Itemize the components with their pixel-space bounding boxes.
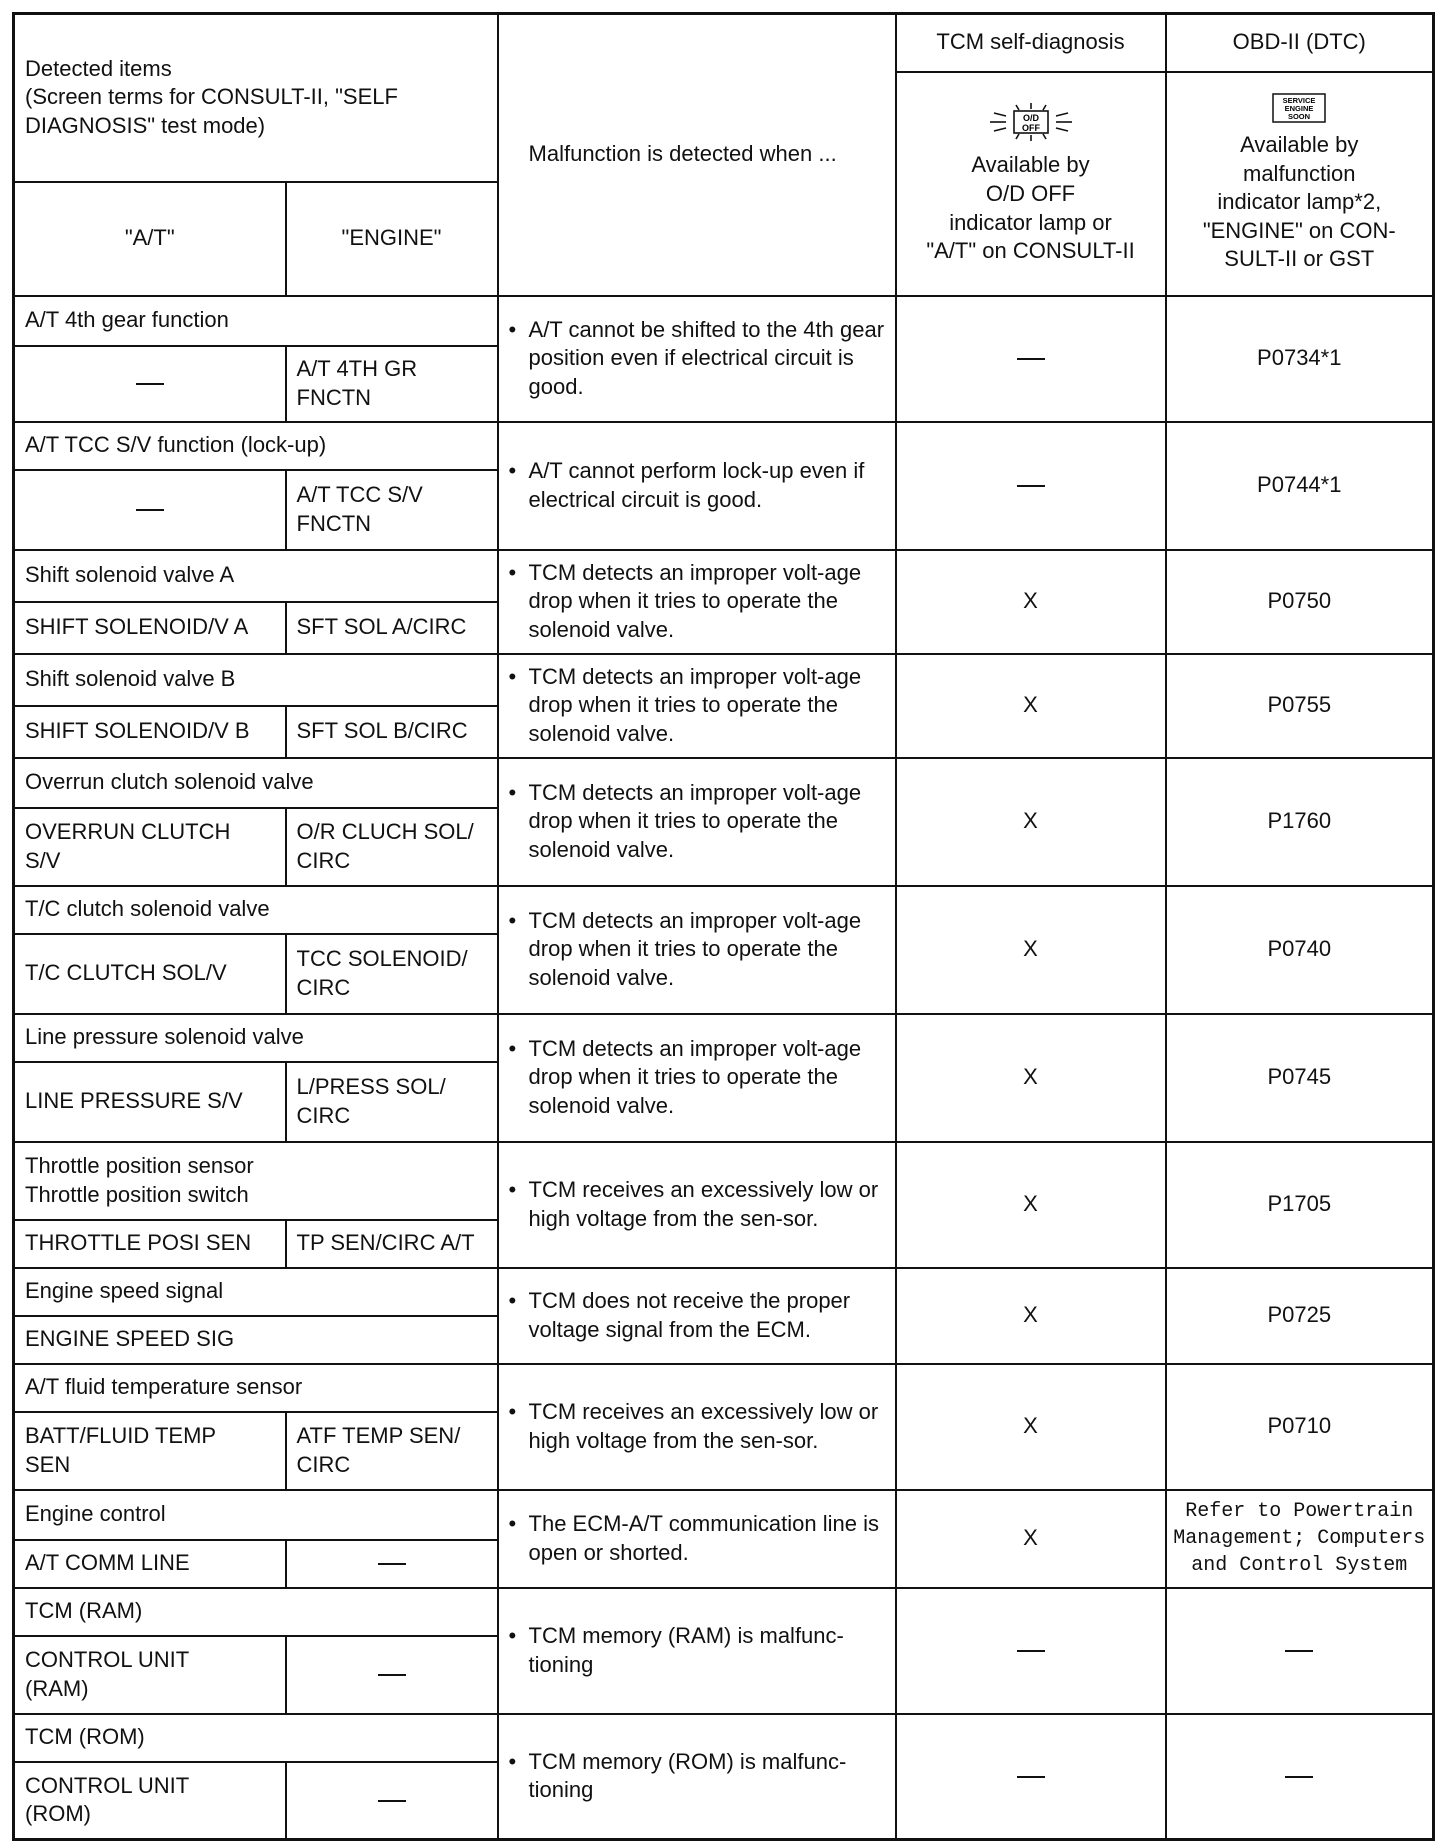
at-screen-term-cell (14, 1316, 498, 1364)
tcm-self-diagnosis-cell (896, 1142, 1166, 1268)
malfunction-cell (498, 758, 896, 886)
detected-item: A/T TCC S/V function (lock-up) (25, 432, 327, 458)
engine-screen-term-value: SFT SOL A/CIRC (296, 614, 467, 640)
malfunction-cell (498, 1490, 896, 1588)
tcm-self-diagnosis-cell (896, 1268, 1166, 1364)
bullet-icon: • (508, 779, 517, 805)
tcm-self-diagnosis-dash (1017, 1776, 1045, 1778)
obd-dtc-cell (1166, 422, 1434, 550)
at-screen-term-value: SHIFT SOLENOID/V B (25, 718, 250, 744)
detected-item-cell (14, 550, 498, 602)
malfunction-bullet-item (509, 1176, 885, 1233)
malfunction-bullet-item (509, 1510, 885, 1567)
malfunction-cell (498, 654, 896, 758)
header-at-text: "A/T" (124, 225, 175, 251)
obd-dtc-value: Refer to Powertrain Management; Computers and Control System (1173, 1500, 1426, 1577)
tcm-self-diagnosis-cell (896, 758, 1166, 886)
at-screen-term-cell (14, 1540, 286, 1588)
malfunction-text: TCM detects an improper volt-age drop when it tries to operate the solenoid valve. (528, 1035, 862, 1118)
obd-dtc-value: P0734*1 (1257, 345, 1342, 371)
tcm-self-diagnosis-value: X (1023, 1302, 1038, 1328)
obd-dtc-value: P0725 (1267, 1302, 1332, 1328)
bullet-icon: • (508, 316, 517, 342)
od-off-icon-text-bottom: OFF (1021, 123, 1040, 134)
bullet-icon: • (508, 457, 517, 483)
engine-screen-term-cell (286, 934, 498, 1014)
obd-dtc-cell (1166, 654, 1434, 758)
at-screen-term-value: CONTROL UNIT (RAM) (25, 1646, 190, 1701)
obd-dtc-cell (1166, 1142, 1434, 1268)
detected-item: Shift solenoid valve B (25, 666, 236, 692)
malfunction-cell (498, 550, 896, 654)
detected-item-cell (14, 422, 498, 470)
service-icon-text-1: SERVICE (1282, 96, 1316, 106)
service-icon-text-3: SOON (1288, 112, 1311, 122)
tcm-self-diagnosis-cell (896, 654, 1166, 758)
at-screen-term-cell (14, 808, 286, 886)
malfunction-text: The ECM-A/T communication line is open or shorted. (528, 1510, 880, 1565)
obd-dtc-value: P0740 (1267, 936, 1332, 962)
engine-screen-term-dash (378, 1674, 406, 1676)
detected-item: Engine speed signal (25, 1278, 224, 1304)
at-screen-term-value: BATT/FLUID TEMP SEN (25, 1422, 217, 1477)
detected-item-cell (14, 758, 498, 808)
malfunction-text: TCM memory (RAM) is malfunc-tioning (528, 1622, 844, 1677)
dtc-table-body (14, 14, 1434, 1840)
engine-screen-term-value (406, 1786, 407, 1787)
obd-dtc-cell (1166, 550, 1434, 654)
table-row (14, 296, 1434, 346)
malfunction-text: TCM detects an improper volt-age drop when it tries to operate the solenoid valve. (528, 663, 862, 746)
malfunction-cell (498, 1364, 896, 1490)
engine-screen-term-value: TP SEN/CIRC A/T (296, 1230, 475, 1256)
header-row-1 (14, 14, 1434, 72)
obd-dtc-cell (1166, 1268, 1434, 1364)
tcm-self-diagnosis-value: X (1023, 1413, 1038, 1439)
header-detected-items-text: Detected items (Screen terms for CONSULT-II, "SELF DIAGNOSIS" test mode) (25, 55, 398, 139)
tcm-self-diagnosis-cell (896, 550, 1166, 654)
table-row (14, 1142, 1434, 1220)
at-screen-term-cell (14, 706, 286, 758)
obd-dtc-value: P0744*1 (1257, 472, 1342, 498)
header-obd (1166, 14, 1434, 72)
obd-dtc-cell (1166, 1014, 1434, 1142)
tcm-self-diagnosis-cell (896, 886, 1166, 1014)
malfunction-cell (498, 1142, 896, 1268)
header-engine-text: "ENGINE" (341, 225, 442, 251)
engine-screen-term-cell (286, 346, 498, 422)
header-obd-note-cell (1166, 72, 1434, 296)
header-tcm-self-diagnosis (896, 14, 1166, 72)
engine-screen-term-cell (286, 808, 498, 886)
tcm-self-diagnosis-value: X (1023, 808, 1038, 834)
table-row (14, 1268, 1434, 1316)
detected-item-cell (14, 296, 498, 346)
engine-screen-term-value: ATF TEMP SEN/ CIRC (296, 1422, 461, 1477)
at-screen-term-dash (136, 383, 164, 385)
obd-dtc-value: P0750 (1267, 588, 1332, 614)
table-row (14, 550, 1434, 602)
obd-dtc-cell (1166, 1714, 1434, 1840)
engine-screen-term-cell (286, 1220, 498, 1268)
tcm-self-diagnosis-cell (896, 1014, 1166, 1142)
at-screen-term-cell (14, 1220, 286, 1268)
engine-screen-term-dash (378, 1563, 406, 1565)
detected-item: Shift solenoid valve A (25, 562, 235, 588)
engine-screen-term-cell (286, 470, 498, 550)
detected-item-cell (14, 1714, 498, 1762)
service-engine-soon-icon (1177, 93, 1423, 123)
detected-item: Engine control (25, 1501, 166, 1527)
table-row (14, 1490, 1434, 1540)
engine-screen-term-value: SFT SOL B/CIRC (296, 718, 468, 744)
malfunction-text: TCM detects an improper volt-age drop when it tries to operate the solenoid valve. (528, 907, 862, 990)
malfunction-bullet-item (509, 316, 885, 402)
engine-screen-term-value: L/PRESS SOL/ CIRC (296, 1073, 446, 1128)
tcm-self-diagnosis-value: X (1023, 1064, 1038, 1090)
malfunction-cell (498, 1714, 896, 1840)
malfunction-bullet-item (509, 907, 885, 993)
tcm-self-diagnosis-value (1045, 344, 1046, 345)
header-obd-text: OBD-II (DTC) (1232, 29, 1366, 55)
bullet-icon: • (508, 663, 517, 689)
detected-item: Throttle position sensor Throttle position switch (25, 1152, 254, 1207)
malfunction-text: TCM does not receive the proper voltage signal from the ECM. (528, 1287, 851, 1342)
tcm-self-diagnosis-cell (896, 296, 1166, 422)
at-screen-term-cell (14, 1762, 286, 1840)
at-screen-term-cell (14, 934, 286, 1014)
malfunction-bullet-item (509, 1748, 885, 1805)
obd-dtc-value (1313, 1636, 1314, 1637)
table-row (14, 1714, 1434, 1762)
malfunction-bullet-item (509, 1622, 885, 1679)
at-screen-term-value: CONTROL UNIT (ROM) (25, 1772, 190, 1827)
at-screen-term: ENGINE SPEED SIG (25, 1326, 235, 1352)
service-icon-text-2: ENGINE (1284, 104, 1314, 114)
tcm-self-diagnosis-value (1045, 471, 1046, 472)
malfunction-bullet-item (509, 779, 885, 865)
tcm-self-diagnosis-cell (896, 1714, 1166, 1840)
detected-item: A/T fluid temperature sensor (25, 1374, 303, 1400)
detected-item-cell (14, 1268, 498, 1316)
malfunction-text: TCM detects an improper volt-age drop when it tries to operate the solenoid valve. (528, 559, 862, 642)
header-malfunction (498, 14, 896, 296)
malfunction-text: A/T cannot perform lock-up even if electrical circuit is good. (528, 457, 865, 512)
bullet-icon: • (508, 1622, 517, 1648)
obd-dtc-value (1313, 1762, 1314, 1763)
malfunction-cell (498, 886, 896, 1014)
engine-screen-term-cell (286, 602, 498, 654)
engine-screen-term-dash (378, 1800, 406, 1802)
engine-screen-term-value (406, 1549, 407, 1550)
at-screen-term-cell (14, 1412, 286, 1490)
engine-screen-term-value: A/T 4TH GR FNCTN (296, 355, 418, 410)
tcm-self-diagnosis-cell (896, 1490, 1166, 1588)
at-screen-term-value: SHIFT SOLENOID/V A (25, 614, 249, 640)
obd-dtc-value: P0710 (1267, 1413, 1332, 1439)
bullet-icon: • (508, 1035, 517, 1061)
engine-screen-term-value: O/R CLUCH SOL/ CIRC (296, 818, 474, 873)
malfunction-cell (498, 296, 896, 422)
tcm-self-diagnosis-value (1045, 1636, 1046, 1637)
malfunction-text: TCM memory (ROM) is malfunc-tioning (528, 1748, 847, 1803)
detected-item: A/T 4th gear function (25, 307, 229, 333)
engine-screen-term-cell (286, 706, 498, 758)
at-screen-term-cell (14, 1062, 286, 1142)
malfunction-bullet-item (509, 1035, 885, 1121)
bullet-icon: • (508, 1398, 517, 1424)
header-tcm-note: Available by O/D OFF indicator lamp or "A/T" on CONSULT-II (926, 152, 1135, 264)
obd-dtc-cell (1166, 758, 1434, 886)
table-row (14, 1014, 1434, 1062)
bullet-icon: • (508, 559, 517, 585)
tcm-self-diagnosis-value: X (1023, 692, 1038, 718)
obd-dtc-cell (1166, 1490, 1434, 1588)
bullet-icon: • (508, 1748, 517, 1774)
engine-screen-term-value (406, 1660, 407, 1661)
obd-dtc-dash (1285, 1776, 1313, 1778)
at-screen-term-cell (14, 346, 286, 422)
table-row (14, 1588, 1434, 1636)
malfunction-text: TCM receives an excessively low or high voltage from the sen-sor. (528, 1176, 879, 1231)
table-row (14, 886, 1434, 934)
at-screen-term-value (164, 495, 165, 496)
header-at-col (14, 182, 286, 296)
obd-dtc-dash (1285, 1650, 1313, 1652)
obd-dtc-value: P1705 (1267, 1191, 1332, 1217)
table-row (14, 1364, 1434, 1412)
obd-dtc-value: P1760 (1267, 808, 1332, 834)
engine-screen-term-cell (286, 1062, 498, 1142)
malfunction-cell (498, 422, 896, 550)
at-screen-term-value: T/C CLUTCH SOL/V (25, 960, 227, 986)
obd-dtc-cell (1166, 1364, 1434, 1490)
at-screen-term-value: OVERRUN CLUTCH S/V (25, 818, 231, 873)
table-row (14, 654, 1434, 706)
tcm-self-diagnosis-cell (896, 422, 1166, 550)
at-screen-term-value: LINE PRESSURE S/V (25, 1088, 243, 1114)
detected-item: Overrun clutch solenoid valve (25, 769, 314, 795)
malfunction-bullet-item (509, 559, 885, 645)
malfunction-bullet-item (509, 663, 885, 749)
malfunction-cell (498, 1588, 896, 1714)
header-engine-col (286, 182, 498, 296)
detected-item: TCM (ROM) (25, 1724, 145, 1750)
at-screen-term-dash (136, 509, 164, 511)
detected-item-cell (14, 1014, 498, 1062)
malfunction-bullet-item (509, 1287, 885, 1344)
at-screen-term-cell (14, 1636, 286, 1714)
tcm-self-diagnosis-value (1045, 1762, 1046, 1763)
detected-item-cell (14, 886, 498, 934)
engine-screen-term-cell (286, 1762, 498, 1840)
table-row (14, 422, 1434, 470)
malfunction-text: TCM receives an excessively low or high voltage from the sen-sor. (528, 1398, 879, 1453)
od-off-indicator-icon (907, 101, 1155, 143)
dtc-table (12, 12, 1435, 1841)
tcm-self-diagnosis-dash (1017, 485, 1045, 487)
tcm-self-diagnosis-dash (1017, 358, 1045, 360)
bullet-icon: • (508, 1176, 517, 1202)
detected-item: Line pressure solenoid valve (25, 1024, 304, 1050)
at-screen-term-cell (14, 470, 286, 550)
header-tcm-text: TCM self-diagnosis (936, 29, 1125, 55)
tcm-self-diagnosis-value: X (1023, 1191, 1038, 1217)
engine-screen-term-value: A/T TCC S/V FNCTN (296, 481, 423, 536)
dtc-table-sheet (12, 12, 1432, 1834)
header-obd-note: Available by malfunction indicator lamp*2, "ENGINE" on CON- SULT-II or GST (1202, 132, 1396, 272)
detected-item-cell (14, 1490, 498, 1540)
tcm-self-diagnosis-cell (896, 1588, 1166, 1714)
tcm-self-diagnosis-dash (1017, 1650, 1045, 1652)
engine-screen-term-cell (286, 1636, 498, 1714)
malfunction-cell (498, 1268, 896, 1364)
engine-screen-term-cell (286, 1540, 498, 1588)
detected-item-cell (14, 654, 498, 706)
malfunction-text: TCM detects an improper volt-age drop when it tries to operate the solenoid valve. (528, 779, 862, 862)
bullet-icon: • (508, 1287, 517, 1313)
tcm-self-diagnosis-value: X (1023, 588, 1038, 614)
detected-item: TCM (RAM) (25, 1598, 143, 1624)
engine-screen-term-cell (286, 1412, 498, 1490)
obd-dtc-value: P0755 (1267, 692, 1332, 718)
detected-item-cell (14, 1588, 498, 1636)
obd-dtc-value: P0745 (1267, 1064, 1332, 1090)
at-screen-term-value (164, 369, 165, 370)
tcm-self-diagnosis-value: X (1023, 1525, 1038, 1551)
obd-dtc-cell (1166, 886, 1434, 1014)
malfunction-text: A/T cannot be shifted to the 4th gear position even if electrical circuit is good. (528, 316, 885, 399)
header-tcm-note-cell (896, 72, 1166, 296)
detected-item-cell (14, 1142, 498, 1220)
table-row (14, 758, 1434, 808)
tcm-self-diagnosis-cell (896, 1364, 1166, 1490)
at-screen-term-value: THROTTLE POSI SEN (25, 1230, 252, 1256)
at-screen-term-cell (14, 602, 286, 654)
detected-item-cell (14, 1364, 498, 1412)
bullet-icon: • (508, 907, 517, 933)
obd-dtc-cell (1166, 1588, 1434, 1714)
engine-screen-term-value: TCC SOLENOID/ CIRC (296, 945, 468, 1000)
header-detected-items (14, 14, 498, 182)
malfunction-bullet-item (509, 457, 885, 514)
malfunction-cell (498, 1014, 896, 1142)
detected-item: T/C clutch solenoid valve (25, 896, 270, 922)
header-malfunction-text: Malfunction is detected when ... (528, 141, 837, 167)
obd-dtc-cell (1166, 296, 1434, 422)
bullet-icon: • (508, 1510, 517, 1536)
at-screen-term-value: A/T COMM LINE (25, 1550, 190, 1576)
malfunction-bullet-item (509, 1398, 885, 1455)
tcm-self-diagnosis-value: X (1023, 936, 1038, 962)
od-off-icon-text-top: O/D (1022, 113, 1039, 124)
